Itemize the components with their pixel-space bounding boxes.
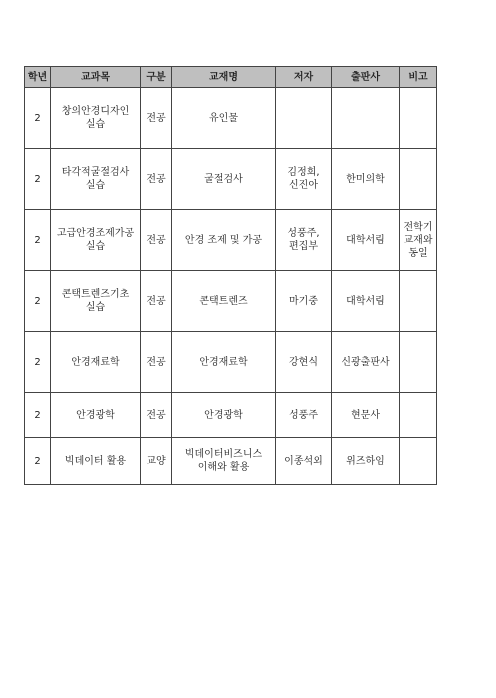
cell-author: 성풍주, 편집부 (276, 210, 332, 271)
table-row (25, 210, 437, 271)
cell-book: 빅데이터비즈니스 이해와 활용 (172, 438, 276, 485)
table-row (25, 332, 437, 393)
cell-book: 안경광학 (172, 393, 276, 438)
cell-type: 전공 (141, 332, 172, 393)
table-row (25, 149, 437, 210)
cell-book: 유인물 (172, 88, 276, 149)
cell-grade: 2 (25, 210, 51, 271)
cell-type: 전공 (141, 210, 172, 271)
cell-note (400, 149, 437, 210)
cell-grade: 2 (25, 438, 51, 485)
cell-grade: 2 (25, 271, 51, 332)
cell-note (400, 88, 437, 149)
cell-book: 안경 조제 및 가공 (172, 210, 276, 271)
header-course: 교과목 (51, 67, 141, 88)
cell-grade: 2 (25, 88, 51, 149)
table-row (25, 88, 437, 149)
cell-course: 창의안경디자인 실습 (51, 88, 141, 149)
cell-course: 빅데이터 활용 (51, 438, 141, 485)
table-header-row (25, 67, 437, 88)
cell-publisher: 대학서림 (332, 271, 400, 332)
header-author: 저자 (276, 67, 332, 88)
cell-course: 타각적굴절검사 실습 (51, 149, 141, 210)
cell-publisher: 대학서림 (332, 210, 400, 271)
cell-grade: 2 (25, 149, 51, 210)
cell-book: 콘택트렌즈 (172, 271, 276, 332)
header-note: 비고 (400, 67, 437, 88)
cell-type: 전공 (141, 88, 172, 149)
cell-publisher: 신광출판사 (332, 332, 400, 393)
cell-type: 전공 (141, 393, 172, 438)
cell-author (276, 88, 332, 149)
cell-grade: 2 (25, 393, 51, 438)
cell-note (400, 393, 437, 438)
cell-author: 강현식 (276, 332, 332, 393)
cell-type: 전공 (141, 149, 172, 210)
cell-publisher: 한미의학 (332, 149, 400, 210)
cell-note: 전학기 교재와 동일 (400, 210, 437, 271)
cell-book: 굴절검사 (172, 149, 276, 210)
cell-type: 교양 (141, 438, 172, 485)
cell-course: 고급안경조제가공 실습 (51, 210, 141, 271)
table-row (25, 393, 437, 438)
cell-author: 김정희, 신진아 (276, 149, 332, 210)
header-type: 구분 (141, 67, 172, 88)
cell-book: 안경재료학 (172, 332, 276, 393)
textbook-table (24, 66, 437, 485)
header-publisher: 출판사 (332, 67, 400, 88)
table-row (25, 271, 437, 332)
cell-author: 성풍주 (276, 393, 332, 438)
cell-publisher (332, 88, 400, 149)
cell-publisher: 위즈하임 (332, 438, 400, 485)
cell-note (400, 332, 437, 393)
cell-course: 안경재료학 (51, 332, 141, 393)
cell-note (400, 271, 437, 332)
header-grade: 학년 (25, 67, 51, 88)
header-book: 교재명 (172, 67, 276, 88)
cell-course: 콘택트렌즈기초 실습 (51, 271, 141, 332)
cell-author: 이종석외 (276, 438, 332, 485)
table-row (25, 438, 437, 485)
cell-author: 마기중 (276, 271, 332, 332)
cell-grade: 2 (25, 332, 51, 393)
cell-publisher: 현문사 (332, 393, 400, 438)
cell-course: 안경광학 (51, 393, 141, 438)
cell-note (400, 438, 437, 485)
cell-type: 전공 (141, 271, 172, 332)
